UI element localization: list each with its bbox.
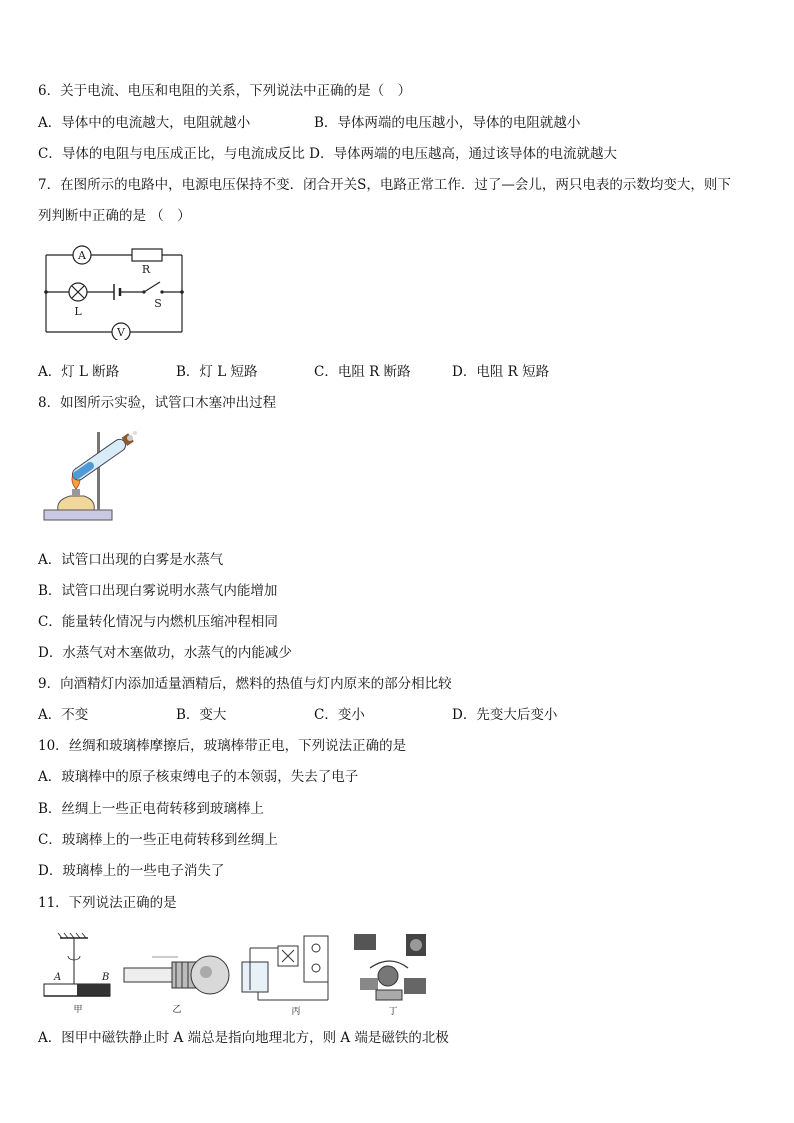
q10-option-b: B．丝绸上一些正电荷转移到玻璃棒上 <box>38 801 264 817</box>
q9-option-a: A．不变 <box>38 707 89 723</box>
q9-option-b: B．变大 <box>176 707 227 723</box>
q8-test-tube-experiment <box>40 426 140 526</box>
q6-stem: 6．关于电流、电压和电阻的关系，下列说法中正确的是（ ） <box>38 83 412 99</box>
resistor-symbol <box>132 249 162 261</box>
q8-option-b: B．试管口出现白雾说明水蒸气内能增加 <box>38 583 278 599</box>
q7-option-c: C．电阻 R 断路 <box>314 364 411 380</box>
q7-option-d: D．电阻 R 短路 <box>452 364 550 380</box>
q11-figure-bing <box>238 928 338 1018</box>
caption-yi: 乙 <box>172 1005 182 1015</box>
q9-option-c: C．变小 <box>314 707 365 723</box>
q7-circuit-diagram <box>40 240 190 340</box>
q10-stem: 10．丝绸和玻璃棒摩擦后，玻璃棒带正电，下列说法正确的是 <box>38 738 407 754</box>
resistor-label: R <box>141 263 151 276</box>
magnet-end-a-label: A <box>54 972 62 983</box>
q6-option-b: B．导体两端的电压越小，导体的电阻就越小 <box>314 115 581 131</box>
magnet-end-b-label: B <box>102 972 110 983</box>
q8-option-d: D．水蒸气对木塞做功，水蒸气的内能减少 <box>38 645 292 661</box>
caption-ding: 丁 <box>388 1007 398 1017</box>
q11-figure-ding <box>350 928 436 1018</box>
q9-option-d: D．先变大后变小 <box>452 707 558 723</box>
q8-option-a: A．试管口出现的白雾是水蒸气 <box>38 552 224 568</box>
switch-symbol <box>144 282 160 292</box>
q6-option-cd: C．导体的电阻与电压成正比，与电流成反比 D．导体两端的电压越高，通过该导体的电流就越大 <box>38 146 617 162</box>
caption-jia: 甲 <box>73 1005 83 1015</box>
q8-stem: 8．如图所示实验，试管口木塞冲出过程 <box>38 395 277 411</box>
q11-stem: 11．下列说法正确的是 <box>38 895 177 911</box>
q7-stem-line1: 7．在图所示的电路中，电源电压保持不变．闭合开关S，电路正常工作．过了—会儿，两只电表的示数均变大，则下 <box>38 177 731 193</box>
q8-option-c: C．能量转化情况与内燃机压缩冲程相同 <box>38 614 278 630</box>
q11-figure-jia <box>38 932 118 1018</box>
ammeter-label: A <box>78 249 86 262</box>
q7-option-b: B．灯 L 短路 <box>176 364 258 380</box>
q11-figure-yi <box>122 932 230 1018</box>
q11-option-a: A．图甲中磁铁静止时 A 端总是指向地理北方，则 A 端是磁铁的北极 <box>38 1030 449 1046</box>
switch-label: S <box>154 297 162 310</box>
q10-option-d: D．玻璃棒上的一些电子消失了 <box>38 863 225 879</box>
lamp-label: L <box>74 305 82 318</box>
q10-option-a: A．玻璃棒中的原子核束缚电子的本领弱，失去了电子 <box>38 769 359 785</box>
voltmeter-label: V <box>117 326 125 339</box>
q7-stem-line2: 列判断中正确的是 （ ） <box>38 208 191 224</box>
q10-option-c: C．玻璃棒上的一些正电荷转移到丝绸上 <box>38 832 278 848</box>
q9-stem: 9．向酒精灯内添加适量酒精后，燃料的热值与灯内原来的部分相比较 <box>38 676 452 692</box>
q7-option-a: A．灯 L 断路 <box>38 364 120 380</box>
q6-option-a: A．导体中的电流越大，电阻就越小 <box>38 115 251 131</box>
caption-bing: 丙 <box>291 1007 301 1017</box>
